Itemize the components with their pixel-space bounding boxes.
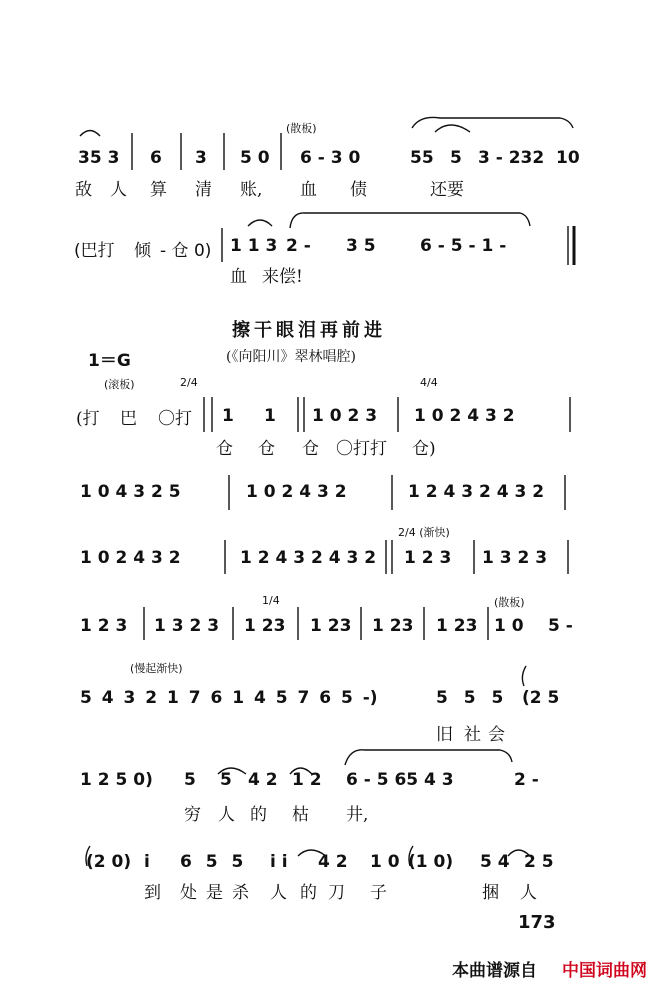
- notes-row9-1: (2 0): [86, 852, 132, 872]
- notes-row4-3: 1 2 4 3 2 4 3 2: [408, 482, 545, 502]
- notes-row6-4: 1 23: [310, 616, 352, 636]
- notes-row1-m3: 3: [195, 148, 207, 168]
- notes-row1-m5: 6 - 3 0: [300, 148, 361, 168]
- notes-row2-2: 倾: [134, 241, 151, 261]
- lyric-row9-3: 是: [206, 883, 223, 903]
- page-number: 173: [518, 912, 556, 933]
- notes-row4-2: 1 0 2 4 3 2: [246, 482, 347, 502]
- notes-row8-1: 1 2 5 0): [80, 770, 153, 790]
- lyric-row1-7: 债: [350, 180, 367, 200]
- lyric-row9-4: 杀: [232, 883, 249, 903]
- tempo-mark-manqi: (慢起渐快): [130, 662, 183, 675]
- notes-row6-2: 1 3 2 3: [154, 616, 220, 636]
- lyric-row1-2: 人: [110, 180, 127, 200]
- notes-row9-3: 6 5 5: [180, 852, 244, 872]
- notes-row8-2: 5: [184, 770, 196, 790]
- lyric-row8-1: 穷: [184, 805, 201, 825]
- notes-row8-5: 1 2: [292, 770, 322, 790]
- notes-row5-3: 1 2 3: [404, 548, 452, 568]
- notes-row9-2: i: [144, 852, 150, 872]
- lyric-row3-4: 〇打打: [336, 439, 387, 459]
- lyric-row7-3: 会: [488, 725, 505, 745]
- lyric-row2-2: 来偿!: [262, 267, 303, 287]
- notes-row6-3: 1 23: [244, 616, 286, 636]
- notes-row2-1: (巴打: [74, 241, 115, 261]
- notes-row1-m8: 3 - 232: [478, 148, 545, 168]
- notes-row6-1: 1 2 3: [80, 616, 128, 636]
- notes-row5-4: 1 3 2 3: [482, 548, 548, 568]
- notes-row6-7: 1 0: [494, 616, 524, 636]
- tempo-mark-sanban: (散板): [286, 122, 317, 135]
- notes-row1-m2: 6: [150, 148, 162, 168]
- lyric-row9-7: 刀: [328, 883, 345, 903]
- notes-row8-7: 2 -: [514, 770, 539, 790]
- notes-row1-m7: 5: [450, 148, 462, 168]
- lyric-row2-1: 血: [230, 267, 247, 287]
- lyric-row3-1: 仓: [216, 439, 233, 459]
- notes-row3-5: 1: [264, 406, 276, 426]
- key-signature: 1＝G: [88, 351, 131, 371]
- lyric-row9-2: 处: [180, 883, 197, 903]
- notes-row2-6: 3 5: [346, 236, 376, 256]
- notes-row6-6: 1 23: [436, 616, 478, 636]
- notes-row3-6: 1 0 2 3: [312, 406, 378, 426]
- watermark-source-label: 本曲谱源自: [452, 961, 537, 981]
- notes-row9-8: 5 4: [480, 852, 510, 872]
- lyric-row1-5: 账,: [240, 180, 263, 200]
- lyric-row1-4: 清: [195, 180, 212, 200]
- notes-row3-1: (打: [76, 409, 100, 429]
- lyric-row1-8: 还要: [430, 180, 464, 200]
- lyric-row1-6: 血: [300, 180, 317, 200]
- notes-row9-9: 2 5: [524, 852, 554, 872]
- tempo-mark-jiankuai: 2/4 (渐快): [398, 526, 450, 539]
- meter-14: 1/4: [262, 594, 280, 607]
- lyric-row8-4: 枯: [292, 805, 309, 825]
- notes-row5-1: 1 0 2 4 3 2: [80, 548, 181, 568]
- watermark-site-name[interactable]: 中国词曲网: [562, 961, 647, 981]
- notes-row9-7: (1 0): [408, 852, 454, 872]
- notes-row2-4: 1 1 3: [230, 236, 278, 256]
- lyric-row3-2: 仓: [258, 439, 275, 459]
- notes-row4-1: 1 0 4 3 2 5: [80, 482, 181, 502]
- notes-row8-4: 4 2: [248, 770, 278, 790]
- notes-row1-m6: 55: [410, 148, 434, 168]
- notes-row3-4: 1: [222, 406, 234, 426]
- song-title: 擦干眼泪再前进: [232, 320, 386, 341]
- notes-row8-6: 6 - 5 65 4 3: [346, 770, 454, 790]
- notes-row9-6: 1 0: [370, 852, 400, 872]
- notes-row5-2: 1 2 4 3 2 4 3 2: [240, 548, 377, 568]
- notes-row2-5: 2 -: [286, 236, 311, 256]
- lyric-row9-8: 子: [370, 883, 387, 903]
- notes-row8-3: 5: [220, 770, 232, 790]
- lyric-row8-5: 井,: [346, 805, 369, 825]
- lyric-row8-2: 人: [218, 805, 235, 825]
- lyric-row8-3: 的: [250, 805, 267, 825]
- meter-24: 2/4: [180, 376, 198, 389]
- lyric-row7-1: 旧: [436, 725, 453, 745]
- lyric-row7-2: 社: [464, 725, 481, 745]
- notes-row7-1: 5 4 3 2 1 7 6 1 4 5 7 6 5 -): [80, 688, 378, 708]
- tempo-mark-sanban-2: (散板): [494, 596, 525, 609]
- lyric-row1-1: 敌: [75, 180, 92, 200]
- lyric-row3-3: 仓: [302, 439, 319, 459]
- notes-row6-5: 1 23: [372, 616, 414, 636]
- notes-row2-7: 6 - 5 - 1 -: [420, 236, 507, 256]
- lyric-row9-10: 人: [520, 883, 537, 903]
- notes-row9-5: 4 2: [318, 852, 348, 872]
- notes-row9-4: i i: [270, 852, 288, 872]
- notes-row3-2: 巴: [120, 409, 137, 429]
- lyric-row9-6: 的: [300, 883, 317, 903]
- lyric-row9-5: 人: [270, 883, 287, 903]
- notes-row7-3: (2 5: [522, 688, 560, 708]
- notes-row2-3: - 仓 0): [160, 241, 212, 261]
- tempo-mark-gunban: (滚板): [104, 378, 135, 391]
- notes-row3-7: 1 0 2 4 3 2: [414, 406, 515, 426]
- lyric-row9-1: 到: [144, 883, 161, 903]
- lyric-row1-3: 算: [150, 180, 167, 200]
- notes-row7-2: 5 5 5: [436, 688, 504, 708]
- notes-row1-m1: 35 3: [78, 148, 120, 168]
- notes-row3-3: 〇打: [158, 409, 192, 429]
- lyric-row3-5: 仓): [412, 439, 436, 459]
- song-source: (《向阳川》翠林唱腔): [226, 349, 356, 365]
- meter-44: 4/4: [420, 376, 438, 389]
- notes-row6-8: 5 -: [548, 616, 573, 636]
- lyric-row9-9: 捆: [482, 883, 499, 903]
- notes-row1-m9: 10: [556, 148, 580, 168]
- notes-row1-m4: 5 0: [240, 148, 270, 168]
